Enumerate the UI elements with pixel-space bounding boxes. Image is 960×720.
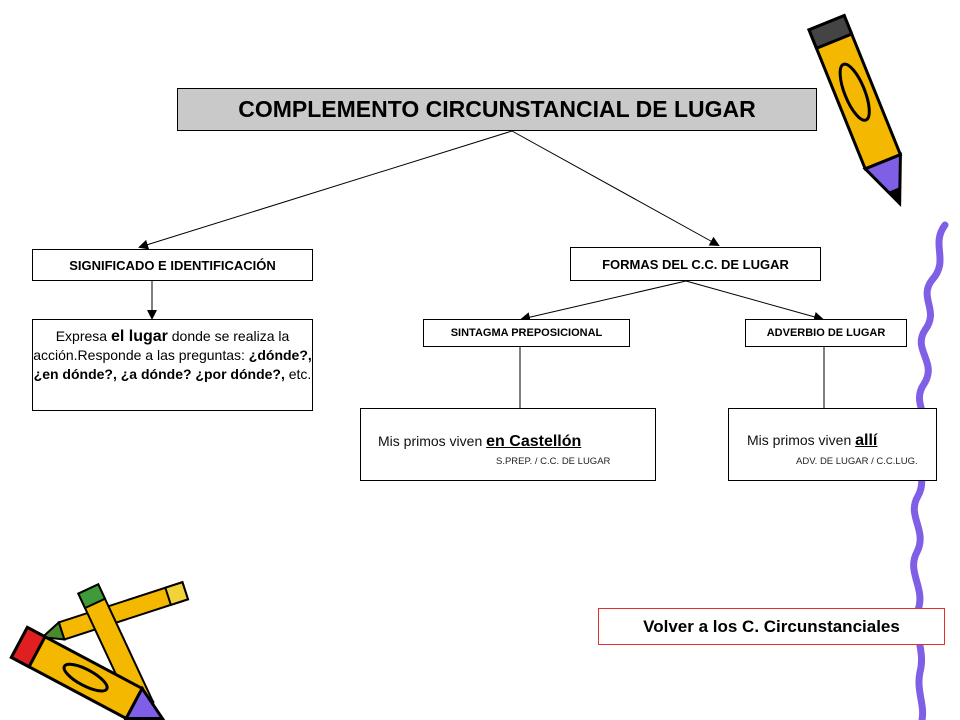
- back-to-circumstantial-link[interactable]: Volver a los C. Circunstanciales: [598, 608, 945, 645]
- example-box-adverb: [728, 408, 937, 481]
- pencils-bottom-left-icon: [0, 575, 195, 720]
- pencil-top-right-icon: [805, 5, 955, 230]
- line-title-to-right: [512, 131, 718, 245]
- desc-bold-phrase: el lugar: [110, 328, 168, 345]
- form-label-adverb: ADVERBIO DE LUGAR: [745, 319, 907, 347]
- example-note-sprep: S.PREP. / C.C. DE LUGAR: [496, 456, 611, 467]
- example-highlight-sprep: en Castellón: [486, 433, 582, 450]
- example-note-adverb: ADV. DE LUGAR / C.C.LUG.: [796, 456, 918, 467]
- example-highlight-adverb: allí: [855, 432, 878, 449]
- line-title-to-left: [140, 131, 512, 247]
- diagram-title: COMPLEMENTO CIRCUNSTANCIAL DE LUGAR: [177, 88, 817, 131]
- form-label-sprep: SINTAGMA PREPOSICIONAL: [423, 319, 630, 347]
- desc-text-end: etc.: [284, 366, 312, 382]
- desc-questions: ¿dónde?, ¿en dónde?, ¿a dónde? ¿por dónde?,: [33, 347, 312, 382]
- left-branch-description: [32, 319, 313, 411]
- right-branch-header: FORMAS DEL C.C. DE LUGAR: [570, 247, 821, 281]
- left-branch-header: SIGNIFICADO E IDENTIFICACIÓN: [32, 249, 313, 281]
- example-lead-sprep: Mis primos viven: [378, 433, 487, 449]
- desc-text-2: donde se realiza la acción.Responde a las preguntas:: [33, 328, 290, 363]
- line-forms-to-sprep: [522, 281, 686, 319]
- desc-text-1: Expresa: [55, 328, 111, 344]
- example-lead-adverb: Mis primos viven: [747, 432, 856, 448]
- example-box-sprep: [360, 408, 656, 481]
- line-forms-to-adv: [686, 281, 822, 319]
